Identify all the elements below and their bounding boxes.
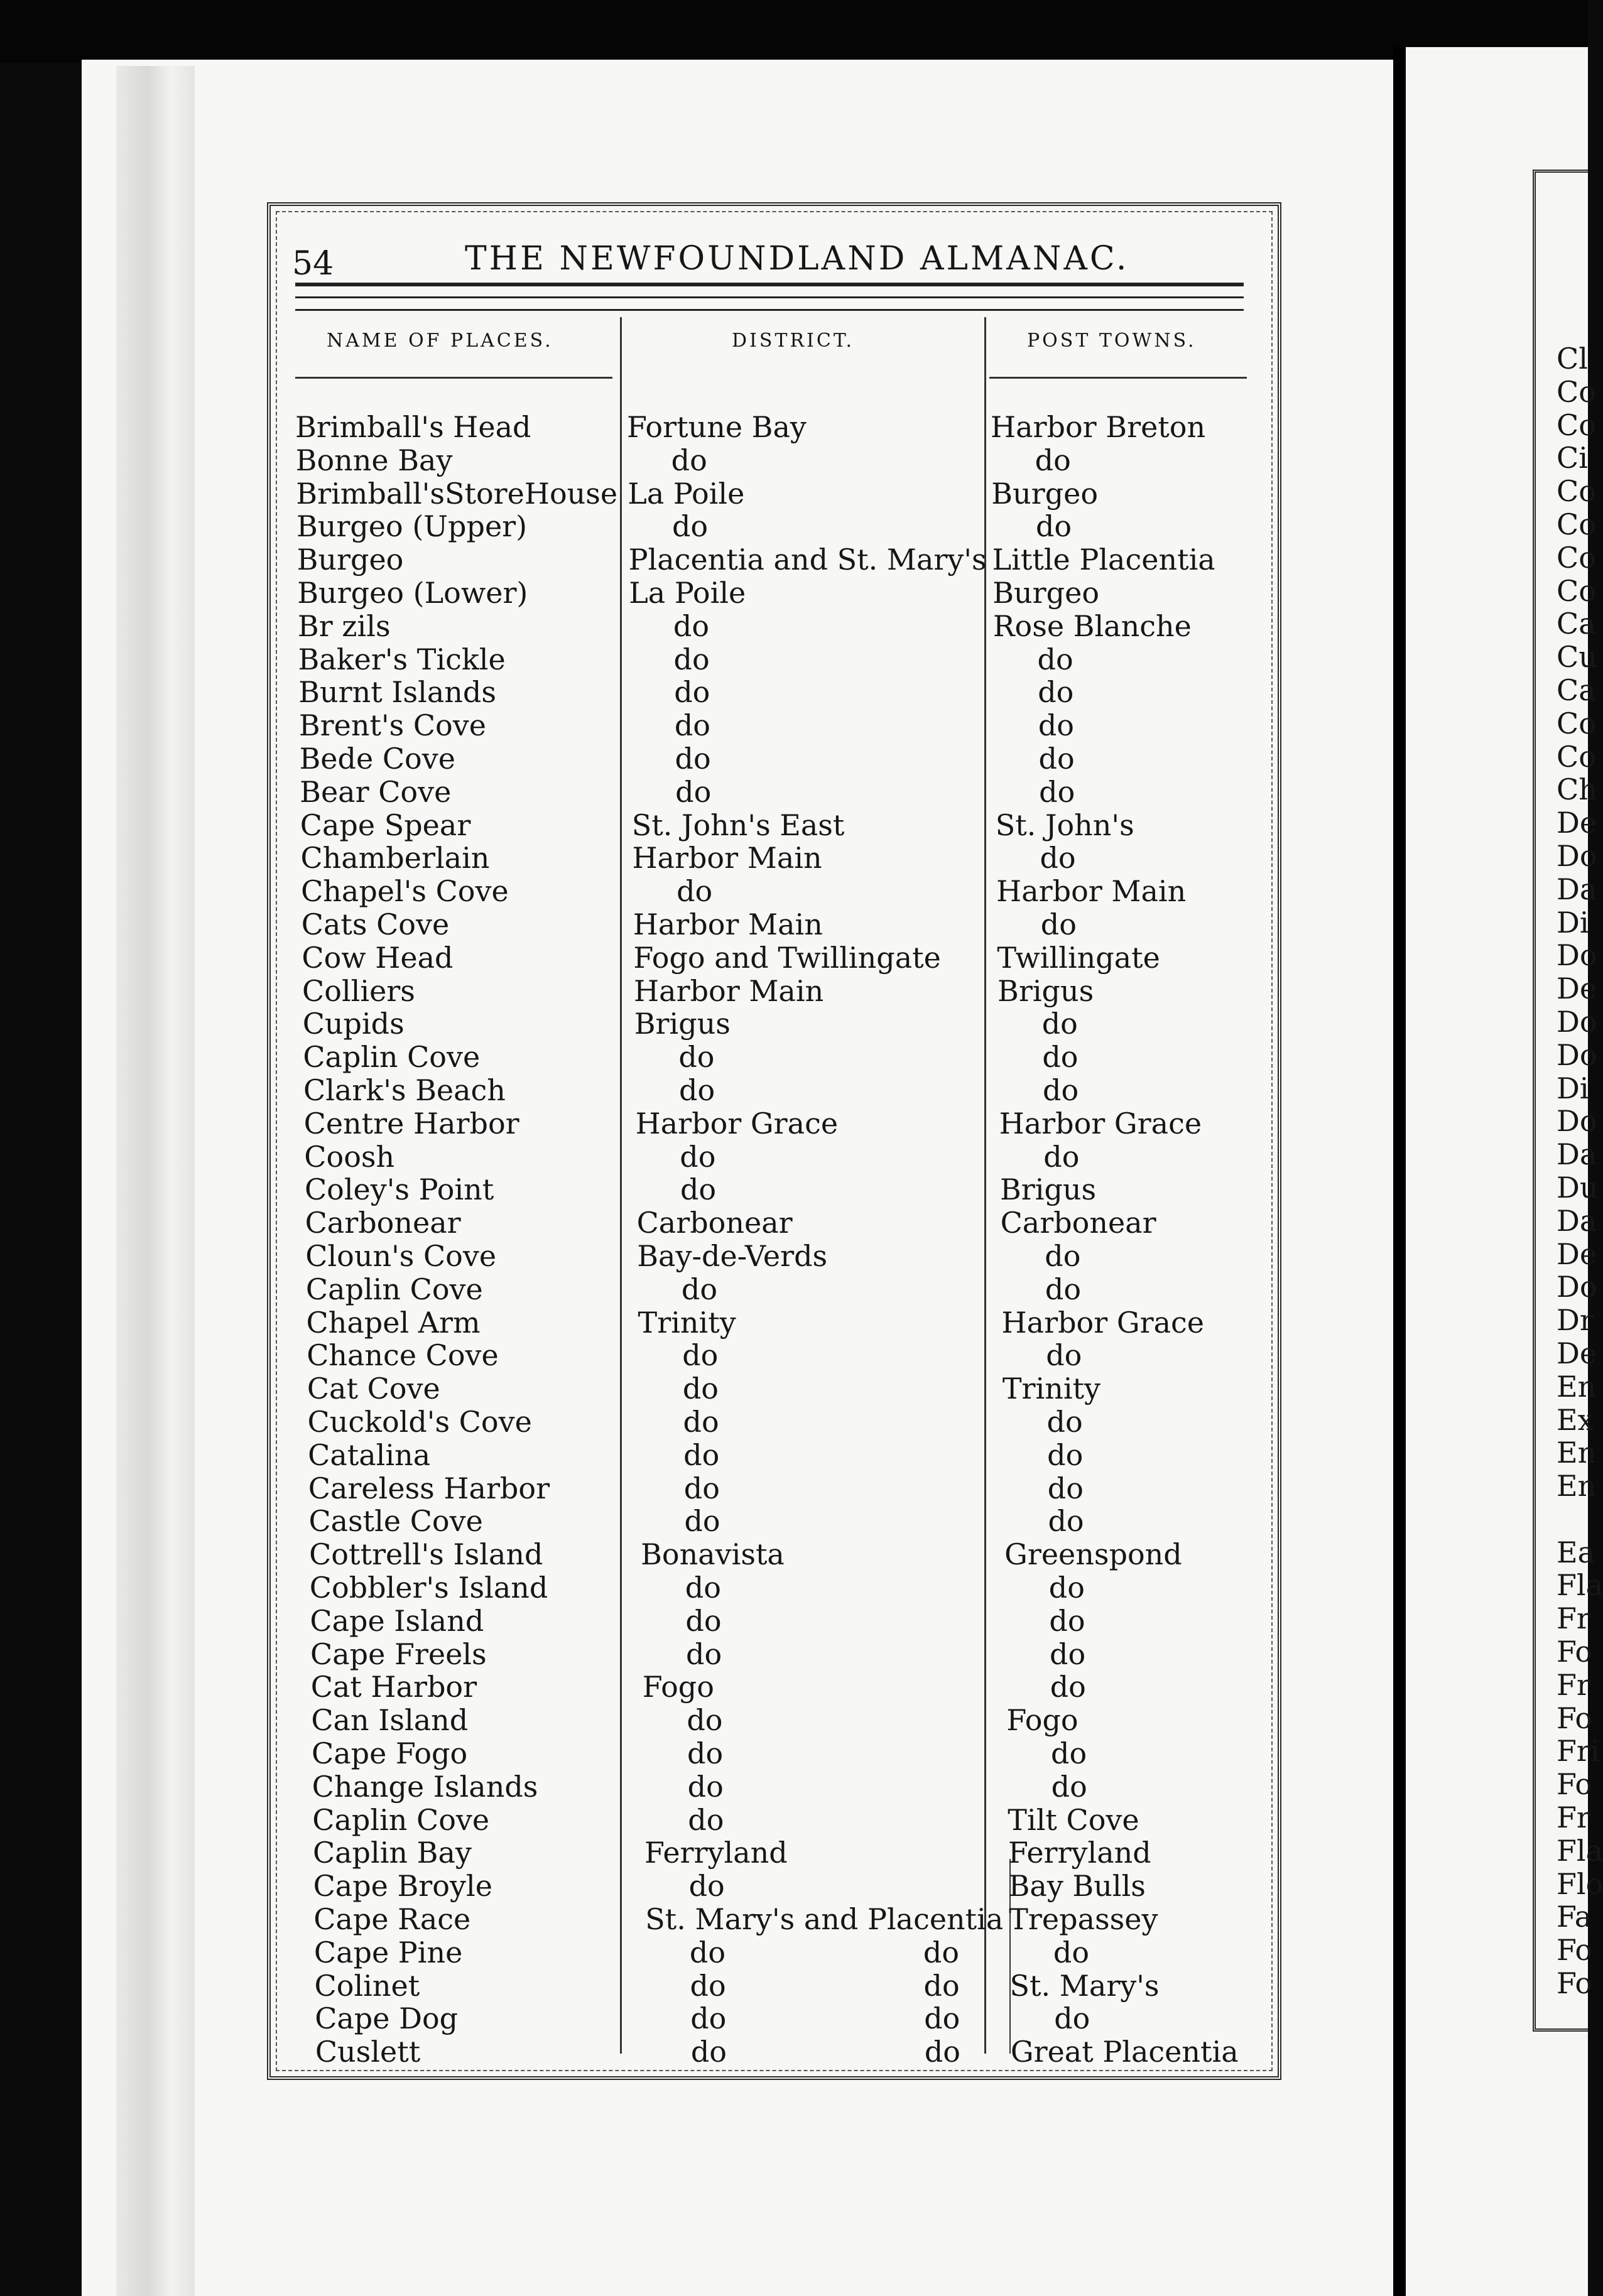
place-name-cell: Cuckold's Cove [307, 1405, 532, 1439]
next-page-fragment: Da [1557, 1137, 1597, 1172]
table-row [305, 1239, 1273, 1272]
table-row [300, 742, 1267, 775]
next-page-fragment: Ex [1557, 1402, 1594, 1437]
place-name-cell: Caplin Cove [312, 1802, 490, 1837]
running-head: THE NEWFOUNDLAND ALMANAC. [465, 240, 1129, 278]
next-page-fragment: De [1557, 806, 1597, 840]
district-cell: Carbonear [636, 1206, 793, 1240]
table-row [300, 775, 1267, 808]
table-row [296, 509, 1264, 543]
table-row [311, 1703, 1278, 1736]
post-town-cell: do [1039, 774, 1075, 809]
district-cell: do [690, 2001, 727, 2036]
post-town-cell: do [1035, 509, 1072, 544]
district-cell: do [683, 1438, 720, 1472]
table-row [310, 1637, 1278, 1671]
place-name-cell: Castle Cove [308, 1504, 483, 1539]
header-rule [295, 309, 1244, 311]
header-underline [295, 377, 612, 379]
district-cell: Harbor Grace [635, 1106, 839, 1140]
place-name-cell: Brimball's Head [295, 410, 531, 444]
place-name-cell: Cape Dog [315, 2001, 459, 2036]
table-row [295, 410, 1263, 443]
post-town-cell: Tilt Cove [1008, 1802, 1139, 1837]
post-town-cell: do [1046, 1338, 1082, 1373]
column-header-post-towns: POST TOWNS. [1027, 330, 1197, 352]
next-page-fragment: Da [1557, 872, 1597, 906]
post-town-cell: do [1053, 1935, 1090, 1969]
table-row [308, 1405, 1275, 1438]
table-row [314, 1936, 1281, 1969]
district-cell: St. Mary's and Placentia [645, 1902, 1004, 1936]
place-name-cell: Can Island [311, 1703, 469, 1738]
next-page-fragment: Do [1557, 1037, 1597, 1072]
next-page-fragment: Fla [1557, 1568, 1603, 1603]
post-town-cell: do [1048, 1571, 1085, 1605]
post-town-cell: do [1045, 1272, 1082, 1306]
post-town-cell: do [1046, 1405, 1083, 1439]
place-name-cell: Baker's Tickle [298, 642, 506, 676]
table-row [305, 1172, 1272, 1206]
post-town-cell: Twillingate [997, 940, 1160, 975]
place-name-cell: Colliers [302, 973, 415, 1008]
district-cell: do [681, 1272, 718, 1306]
table-row [302, 941, 1269, 974]
table-row [312, 1770, 1280, 1803]
district-cell: St. John's East [631, 808, 845, 842]
district-cell: do [682, 1338, 719, 1373]
place-name-cell: Caplin Cove [303, 1040, 481, 1075]
place-name-cell: Cape Race [313, 1902, 471, 1936]
table-row [298, 675, 1266, 708]
next-page-fragment: Do [1557, 938, 1597, 973]
place-name-cell: Cow Head [302, 940, 454, 975]
post-town-cell: do [1050, 1637, 1086, 1671]
district-cell: La Poile [629, 576, 746, 610]
place-name-cell: Brent's Cove [298, 708, 486, 743]
next-page-fragment: Co [1557, 474, 1596, 509]
table-row [302, 907, 1269, 941]
next-page-fragment: Fa [1557, 1900, 1592, 1934]
next-page-fragment: Fr [1557, 1667, 1590, 1702]
header-rule [295, 296, 1244, 298]
district-cell: do [673, 609, 710, 643]
next-page-fragment: De [1557, 1336, 1597, 1370]
place-name-cell: Cape Spear [300, 808, 471, 842]
place-name-cell: Br zils [297, 609, 391, 643]
district-cell: do [671, 509, 709, 544]
next-page-fragment: Dr [1557, 1303, 1594, 1338]
next-page-fragment: Ea [1557, 1535, 1595, 1569]
post-town-cell: do [1051, 1736, 1087, 1770]
place-name-cell: Cat Cove [307, 1372, 440, 1406]
next-page-fragment: Fla [1557, 1833, 1603, 1868]
place-name-cell: Coley's Point [304, 1172, 494, 1207]
place-name-cell: Brimball'sStoreHouse [296, 476, 618, 511]
district-ditto-cell: do [924, 2035, 960, 2069]
district-cell: La Poile [628, 476, 745, 511]
district-cell: do [677, 874, 713, 909]
post-town-cell: Bay Bulls [1008, 1869, 1146, 1903]
place-name-cell: Change Islands [312, 1769, 538, 1804]
district-cell: do [682, 1372, 719, 1406]
place-name-cell: Bear Cove [300, 774, 452, 809]
post-town-cell: Brigus [997, 973, 1094, 1008]
next-page-fragment: Co [1557, 374, 1596, 409]
district-cell: Ferryland [644, 1836, 788, 1870]
district-cell: Brigus [634, 1007, 731, 1041]
table-row [301, 874, 1268, 907]
place-name-cell: Cape Broyle [313, 1869, 492, 1903]
table-row [304, 1107, 1271, 1140]
table-row [304, 1140, 1271, 1173]
place-name-cell: Coosh [304, 1139, 395, 1174]
place-name-cell: Clark's Beach [303, 1073, 506, 1107]
post-town-cell: do [1042, 1040, 1079, 1075]
post-town-cell: Little Placentia [992, 543, 1215, 577]
post-town-cell: do [1050, 1670, 1086, 1704]
next-page-fragment: Do [1557, 838, 1597, 873]
district-cell: do [678, 1040, 715, 1075]
next-page-fragment: Di [1557, 905, 1589, 940]
place-name-cell: Burgeo [296, 543, 404, 577]
district-cell: Placentia and St. Mary's [628, 543, 987, 577]
post-town-cell: do [1043, 1139, 1080, 1174]
table-row [300, 841, 1268, 874]
next-page-fragment: Fo [1557, 1635, 1593, 1669]
place-name-cell: Bede Cove [299, 742, 455, 776]
post-town-cell: do [1040, 907, 1077, 941]
column-header-name: NAME OF PLACES. [327, 330, 553, 352]
district-cell: Bay-de-Verds [637, 1239, 828, 1273]
next-page-fragment: Fri [1557, 1734, 1600, 1768]
district-cell: do [674, 675, 710, 710]
page-number: 54 [292, 245, 334, 283]
table-row [297, 576, 1264, 609]
district-cell: do [671, 443, 707, 477]
header-rule [295, 283, 1244, 286]
district-cell: do [686, 1637, 722, 1671]
place-name-cell: Cape Island [310, 1603, 484, 1638]
table-row [307, 1372, 1274, 1405]
next-page-fragment: Co [1557, 507, 1596, 541]
post-town-cell: Trepassey [1009, 1902, 1158, 1936]
scan-top-edge [0, 0, 1588, 63]
district-cell: do [683, 1471, 720, 1505]
district-cell: do [675, 774, 712, 809]
next-page-fragment: Co [1557, 408, 1596, 442]
place-name-cell: Colinet [314, 1968, 420, 2003]
table-row [310, 1604, 1277, 1637]
post-town-cell: Harbor Grace [1001, 1305, 1204, 1340]
table-row [308, 1471, 1276, 1505]
table-row [308, 1504, 1276, 1537]
post-town-cell: do [1038, 708, 1074, 743]
post-town-cell: Great Placentia [1010, 2035, 1239, 2069]
post-town-cell: do [1047, 1438, 1084, 1472]
place-name-cell: Caplin Bay [312, 1836, 472, 1870]
post-town-cell: do [1048, 1504, 1084, 1539]
district-cell: Harbor Main [634, 973, 824, 1008]
next-page-fragment: Flo [1557, 1866, 1603, 1901]
place-name-cell: Cobbler's Island [309, 1571, 548, 1605]
post-town-cell: St. Mary's [1009, 1968, 1160, 2003]
post-town-cell: do [1049, 1603, 1085, 1638]
post-town-cell: Harbor Main [996, 874, 1187, 909]
next-page-fragment [1557, 1503, 1603, 1536]
post-town-cell: Brigus [999, 1172, 1097, 1207]
post-town-cell: Ferryland [1008, 1836, 1151, 1870]
table-row [309, 1537, 1276, 1571]
place-name-cell: Cottrell's Island [309, 1537, 543, 1572]
post-town-cell: Harbor Grace [999, 1106, 1202, 1140]
post-town-cell: do [1038, 742, 1075, 776]
place-name-cell: Chapel's Cove [301, 874, 509, 909]
next-page-fragment: En [1557, 1436, 1597, 1470]
next-page-fragment: Ci [1557, 441, 1588, 475]
district-cell: do [687, 1703, 723, 1738]
district-cell: Trinity [638, 1305, 736, 1340]
district-cell: Harbor Main [633, 907, 823, 941]
district-cell: do [684, 1504, 720, 1539]
district-cell: do [673, 642, 710, 676]
table-row [300, 808, 1268, 842]
table-row [310, 1571, 1277, 1604]
place-name-cell: Cape Freels [310, 1637, 487, 1671]
district-cell: Fogo and Twillingate [633, 940, 941, 975]
table-row [298, 609, 1265, 642]
next-page-fragment: En [1557, 1469, 1597, 1503]
post-town-cell: Trinity [1002, 1372, 1101, 1406]
district-cell: do [680, 1139, 716, 1174]
post-town-cell: Greenspond [1004, 1537, 1182, 1572]
district-cell: Harbor Main [632, 841, 822, 875]
table-row [313, 1836, 1280, 1869]
table-row [315, 1969, 1282, 2002]
next-page-fragment: Fo [1557, 1966, 1593, 2001]
table-row [312, 1803, 1280, 1836]
post-town-cell: do [1040, 841, 1076, 875]
district-cell: do [687, 1736, 724, 1770]
table-row [311, 1670, 1278, 1703]
table-row [313, 1902, 1281, 1936]
post-town-cell: do [1054, 2001, 1090, 2036]
place-name-cell: Cupids [302, 1007, 405, 1041]
post-town-cell: Carbonear [1000, 1206, 1156, 1240]
next-page-fragment: Cu [1557, 640, 1597, 674]
post-town-cell: Rose Blanche [992, 609, 1192, 643]
table-row [296, 477, 1263, 510]
district-cell: do [687, 1769, 724, 1804]
table-row [297, 543, 1264, 576]
post-town-cell: do [1051, 1769, 1087, 1804]
place-name-cell: Cats Cove [301, 907, 450, 941]
post-town-cell: Fogo [1006, 1703, 1079, 1738]
next-page-fragment: Da [1557, 1203, 1597, 1238]
district-cell: Fortune Bay [627, 410, 807, 444]
district-cell: do [674, 708, 710, 743]
place-name-cell: Cloun's Cove [305, 1239, 497, 1273]
district-ditto-cell: do [923, 1935, 960, 1969]
post-town-cell: do [1047, 1471, 1084, 1505]
next-page-fragment: Co [1557, 739, 1596, 774]
post-town-cell: do [1041, 1007, 1078, 1041]
next-page-fragment: Fo [1557, 1701, 1593, 1735]
next-page-fragment: Ca [1557, 673, 1596, 707]
next-page-fragment: Co [1557, 540, 1596, 575]
next-page-fragment: Ch [1557, 772, 1597, 807]
table-row [312, 1736, 1279, 1770]
post-town-cell: do [1045, 1239, 1081, 1273]
place-name-cell: Cape Fogo [312, 1736, 468, 1770]
district-ditto-cell: do [924, 2001, 960, 2036]
table-row [303, 1073, 1271, 1107]
post-town-cell: Burgeo [992, 576, 1100, 610]
column-header-district: DISTRICT. [732, 330, 854, 352]
table-row [302, 974, 1269, 1007]
header-underline [989, 377, 1247, 379]
place-name-cell: Burgeo (Upper) [296, 509, 528, 544]
table-row [303, 1040, 1270, 1073]
district-cell: do [675, 742, 711, 776]
post-town-cell: do [1037, 642, 1073, 676]
place-name-cell: Cuslett [315, 2035, 421, 2069]
district-ditto-cell: do [923, 1968, 960, 2003]
district-cell: do [688, 1802, 724, 1837]
place-name-cell: Chapel Arm [306, 1305, 481, 1340]
district-cell: do [683, 1405, 719, 1439]
next-page-fragment: Do [1557, 1104, 1597, 1139]
table-row [308, 1438, 1275, 1471]
place-name-cell: Caplin Cove [305, 1272, 483, 1306]
district-cell: do [685, 1603, 722, 1638]
place-name-cell: Centre Harbor [303, 1106, 519, 1140]
next-page-fragment: Ca [1557, 607, 1596, 641]
place-name-cell: Carbonear [305, 1206, 461, 1240]
table-row [315, 2035, 1283, 2068]
table-row [315, 2001, 1282, 2035]
table-row [306, 1272, 1273, 1306]
place-name-cell: Bonne Bay [295, 443, 453, 477]
post-town-cell: do [1038, 675, 1074, 710]
next-page-fragment: Do [1557, 1270, 1597, 1304]
post-town-cell: Burgeo [991, 476, 1099, 511]
district-cell: do [679, 1073, 715, 1107]
next-page-fragment: Do [1557, 1004, 1597, 1039]
table-row [296, 443, 1263, 477]
district-cell: Fogo [642, 1670, 714, 1704]
post-town-cell: do [1043, 1073, 1079, 1107]
place-name-cell: Burnt Islands [298, 675, 496, 710]
place-name-cell: Cape Pine [313, 1935, 463, 1969]
next-page-fragment: Du [1557, 1170, 1599, 1205]
next-page-fragment: Fo [1557, 1767, 1593, 1802]
page-gutter [1393, 47, 1406, 2296]
table-row [298, 642, 1266, 676]
place-name-cell: Cat Harbor [310, 1670, 477, 1704]
next-page-fragment: Fr [1557, 1601, 1590, 1636]
district-cell: do [680, 1172, 717, 1207]
table-row [307, 1338, 1274, 1372]
place-name-cell: Catalina [308, 1438, 431, 1472]
next-page-fragment: De [1557, 1237, 1597, 1271]
next-page-fragment: Di [1557, 1071, 1589, 1105]
table-row [313, 1869, 1281, 1902]
post-town-cell: St. John's [995, 808, 1134, 842]
district-cell: Bonavista [641, 1537, 785, 1572]
district-cell: do [690, 2035, 727, 2069]
table-row [303, 1007, 1270, 1040]
next-page-fragment: De [1557, 972, 1597, 1006]
post-town-cell: Harbor Breton [991, 410, 1206, 444]
next-page-fragment: Fo [1557, 1933, 1593, 1968]
next-page-fragment: Cl [1557, 342, 1588, 376]
district-cell: do [689, 1935, 726, 1969]
table-row [305, 1206, 1273, 1239]
district-cell: do [685, 1571, 721, 1605]
page-binding-edge [116, 66, 195, 2296]
table-row [307, 1306, 1274, 1339]
next-page-fragment: En [1557, 1369, 1597, 1404]
post-town-cell: do [1035, 443, 1071, 477]
place-name-cell: Chamberlain [300, 841, 490, 875]
next-page-text-fragments [1557, 342, 1603, 2000]
place-name-cell: Chance Cove [307, 1338, 499, 1373]
next-page-fragment: Fr [1557, 1801, 1590, 1835]
district-cell: do [688, 1869, 725, 1903]
next-page-fragment: Co [1557, 706, 1596, 740]
district-cell: do [690, 1968, 726, 2003]
next-page-fragment: Co [1557, 573, 1596, 608]
place-name-cell: Careless Harbor [308, 1471, 550, 1505]
place-name-cell: Burgeo (Lower) [297, 576, 528, 610]
table-row [299, 708, 1266, 742]
